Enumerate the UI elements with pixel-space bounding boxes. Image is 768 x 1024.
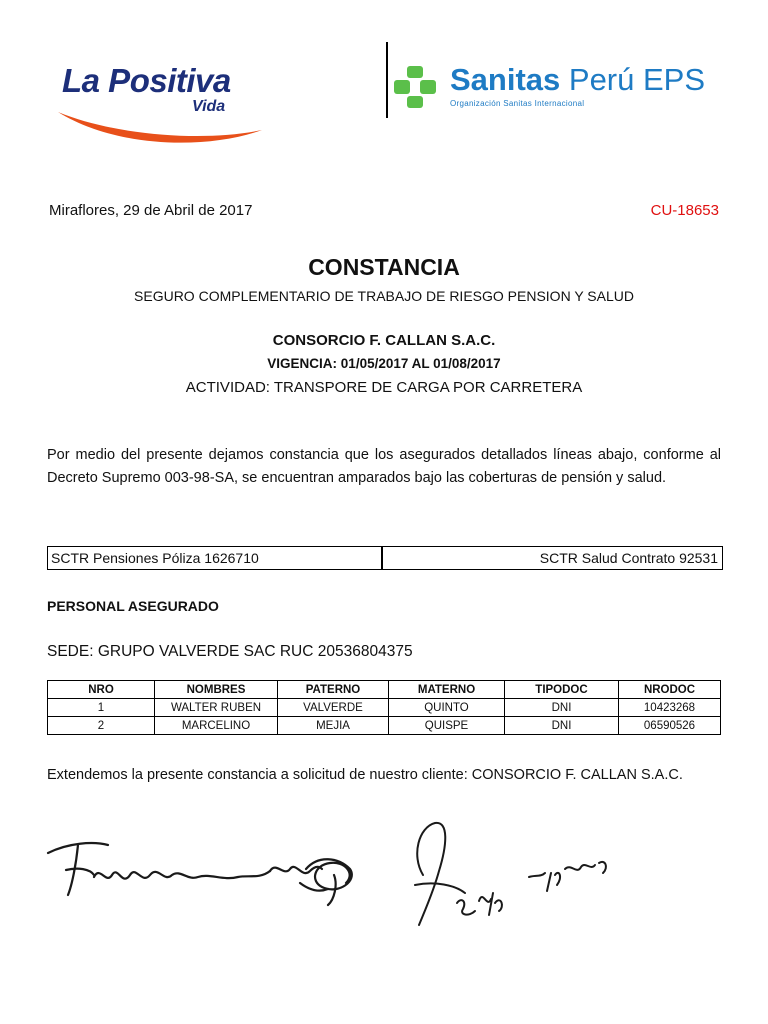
table-header-row (48, 681, 721, 699)
table-header: NOMBRES (155, 681, 278, 699)
sctr-pensiones: SCTR Pensiones Póliza 1626710 (48, 547, 383, 569)
swoosh-icon (56, 106, 271, 151)
signature-right (395, 815, 625, 935)
signature-left (38, 825, 368, 915)
table-cell: DNI (505, 717, 619, 735)
table-header: NRODOC (619, 681, 721, 699)
table-cell: QUISPE (389, 717, 505, 735)
body-paragraph: Por medio del presente dejamos constancia que los asegurados detallados líneas abajo, conforme al Decreto Supremo 003-98-SA, se encuentran amparados bajo las coberturas de pensión y salud. (47, 447, 721, 486)
vigencia: VIGENCIA: 01/05/2017 AL 01/08/2017 (267, 356, 501, 371)
table-cell: 06590526 (619, 717, 721, 735)
personal-table (47, 680, 721, 735)
table-cell: DNI (505, 699, 619, 717)
sanitas-logo-bold: Sanitas (450, 62, 561, 97)
sanitas-tagline: Organización Sanitas Internacional (450, 99, 585, 108)
table-row (48, 717, 721, 735)
document-title: CONSTANCIA (308, 254, 460, 280)
place-date: Miraflores, 29 de Abril de 2017 (49, 202, 253, 219)
table-cell: QUINTO (389, 699, 505, 717)
closing-paragraph: Extendemos la presente constancia a solicitud de nuestro cliente: CONSORCIO F. CALLAN S.A.C. (47, 767, 683, 783)
la-positiva-logo (56, 58, 271, 153)
sanitas-logo-text (450, 62, 705, 98)
table-row (48, 699, 721, 717)
logo-divider (386, 42, 388, 118)
table-cell: 10423268 (619, 699, 721, 717)
sanitas-cross-icon (394, 66, 440, 110)
personal-heading: PERSONAL ASEGURADO (47, 598, 219, 614)
table-cell: 2 (48, 717, 155, 735)
sctr-box (47, 546, 723, 570)
table-cell: MARCELINO (155, 717, 278, 735)
table-cell: WALTER RUBEN (155, 699, 278, 717)
sctr-salud: SCTR Salud Contrato 92531 (539, 550, 718, 566)
table-header: MATERNO (389, 681, 505, 699)
table-header: TIPODOC (505, 681, 619, 699)
sanitas-logo-rest: Perú EPS (560, 62, 706, 97)
la-positiva-logo-text: La Positiva (62, 62, 231, 99)
table-header: PATERNO (278, 681, 389, 699)
company-name: CONSORCIO F. CALLAN S.A.C. (272, 332, 496, 349)
actividad: ACTIVIDAD: TRANSPORE DE CARGA POR CARRETERA (185, 379, 583, 396)
table-header: NRO (48, 681, 155, 699)
table-cell: MEJIA (278, 717, 389, 735)
sede: SEDE: GRUPO VALVERDE SAC RUC 20536804375 (47, 643, 413, 660)
document-code: CU-18653 (650, 202, 719, 219)
table-cell: 1 (48, 699, 155, 717)
la-positiva-logo-subtext: Vida (192, 98, 226, 115)
table-cell: VALVERDE (278, 699, 389, 717)
sanitas-logo (394, 62, 739, 112)
document-subtitle: SEGURO COMPLEMENTARIO DE TRABAJO DE RIESGO PENSION Y SALUD (134, 288, 634, 304)
